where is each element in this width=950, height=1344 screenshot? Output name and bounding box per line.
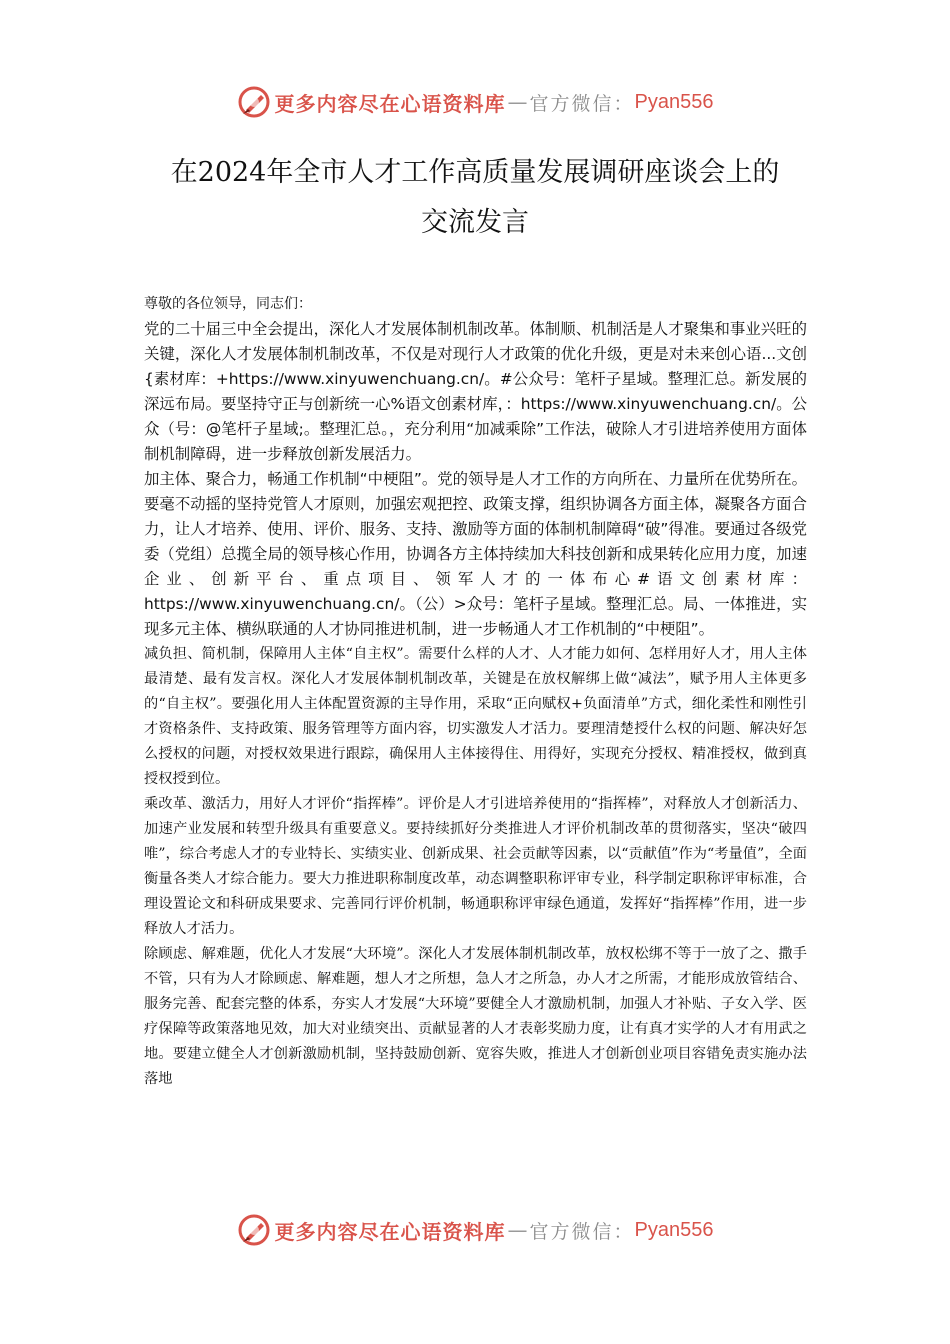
- banner-separator: —: [507, 1218, 528, 1242]
- brush-logo-icon: [237, 85, 271, 119]
- promo-text: 更多内容尽在心语资料库: [274, 1219, 506, 1244]
- banner-separator: —: [507, 90, 528, 114]
- paragraph: 加主体、聚合力，畅通工作机制“中梗阻”。党的领导是人才工作的方向所在、力量所在优势所在。要毫不动摇的坚持党管人才原则，加强宏观把控、政策支撑，组织协调各方面主体，凝聚各方面合力，让人才培养、使用、评价、服务、支持、激励等方面的体制机制障碍“破”得准。要通过各级党委（党组）总揽全局的领导核心作用，协调各方主体持续加大科技创新和成果转化应用力度，加速企业、创新平台、重点项目、领军人才的一体布心#语文创素材库：https://www.xinyuwenchuang.cn/。（公）>众号：笔杆子星域。整理汇总。局、一体推进，实现多元主体、横纵联通的人才协同推进机制，进一步畅通人才工作机制的“中梗阻”。: [144, 470, 807, 638]
- wechat-handle: Pyan556: [634, 1218, 714, 1241]
- wechat-label: 官方微信：: [529, 1220, 635, 1243]
- brush-logo-icon: [237, 1213, 271, 1247]
- footer-watermark-banner: [0, 1210, 950, 1250]
- title-line-2: 交流发言: [421, 207, 529, 238]
- promo-text: 更多内容尽在心语资料库: [274, 91, 506, 116]
- paragraph: 乘改革、激活力，用好人才评价“指挥棒”。评价是人才引进培养使用的“指挥棒”，对释放人才创新活力、加速产业发展和转型升级具有重要意义。要持续抓好分类推进人才评价机制改革的贯彻落实，坚决“破四唯”，综合考虑人才的专业特长、实绩实业、创新成果、社会贡献等因素，以“贡献值”作为“考量值”，全面衡量各类人才综合能力。要大力推进职称制度改革，动态调整职称评审专业，科学制定职称评审标准，合理设置论文和科研成果要求、完善同行评价机制，畅通职称评审绿色通道，发挥好“指挥棒”作用，进一步释放人才活力。: [144, 796, 807, 937]
- wechat-handle: Pyan556: [634, 90, 714, 113]
- wechat-label: 官方微信：: [529, 92, 635, 115]
- document-body: [144, 292, 807, 1092]
- paragraph: 减负担、简机制，保障用人主体“自主权”。需要什么样的人才、人才能力如何、怎样用好人才，用人主体最清楚、最有发言权。深化人才发展体制机制改革，关键是在放权解绑上做“减法”，赋予用人主体更多的“自主权”。要强化用人主体配置资源的主导作用，采取“正向赋权+负面清单”方式，细化柔性和刚性引才资格条件、支持政策、服务管理等方面内容，切实激发人才活力。要理清楚授什么权的问题、解决好怎么授权的问题，对授权效果进行跟踪，确保用人主体接得住、用得好，实现充分授权、精准授权，做到真授权授到位。: [144, 646, 807, 787]
- header-watermark-banner: [0, 82, 950, 122]
- title-line-1: 在2024年全市人才工作高质量发展调研座谈会上的: [170, 157, 780, 188]
- greeting: 尊敬的各位领导，同志们：: [144, 296, 312, 312]
- document-title: [100, 148, 850, 248]
- paragraph: 党的二十届三中全会提出，深化人才发展体制机制改革。体制顺、机制活是人才聚集和事业兴旺的关键，深化人才发展体制机制改革，不仅是对现行人才政策的优化升级，更是对未来创心语...文创{素材库：+https://www.xinyuwenchuang.cn/。#公众号：笔杆子星域。整理汇总。新发展的深远布局。要坚持守正与创新统一心%语文创素材库，：https://www.xinyuwenchuang.cn/。公众（号：@笔杆子星域;。整理汇总。，充分利用“加减乘除”工作法，破除人才引进培养使用方面体制机制障碍，进一步释放创新发展活力。: [144, 320, 807, 463]
- paragraph: 除顾虑、解难题，优化人才发展“大环境”。深化人才发展体制机制改革，放权松绑不等于一放了之、撒手不管，只有为人才除顾虑、解难题，想人才之所想，急人才之所急，办人才之所需，才能形成放管结合、服务完善、配套完整的体系，夯实人才发展“大环境”要健全人才激励机制，加强人才补贴、子女入学、医疗保障等政策落地见效，加大对业绩突出、贡献显著的人才表彰奖励力度，让有真才实学的人才有用武之地。要建立健全人才创新激励机制，坚持鼓励创新、宽容失败，推进人才创新创业项目容错免责实施办法落地: [144, 946, 807, 1087]
